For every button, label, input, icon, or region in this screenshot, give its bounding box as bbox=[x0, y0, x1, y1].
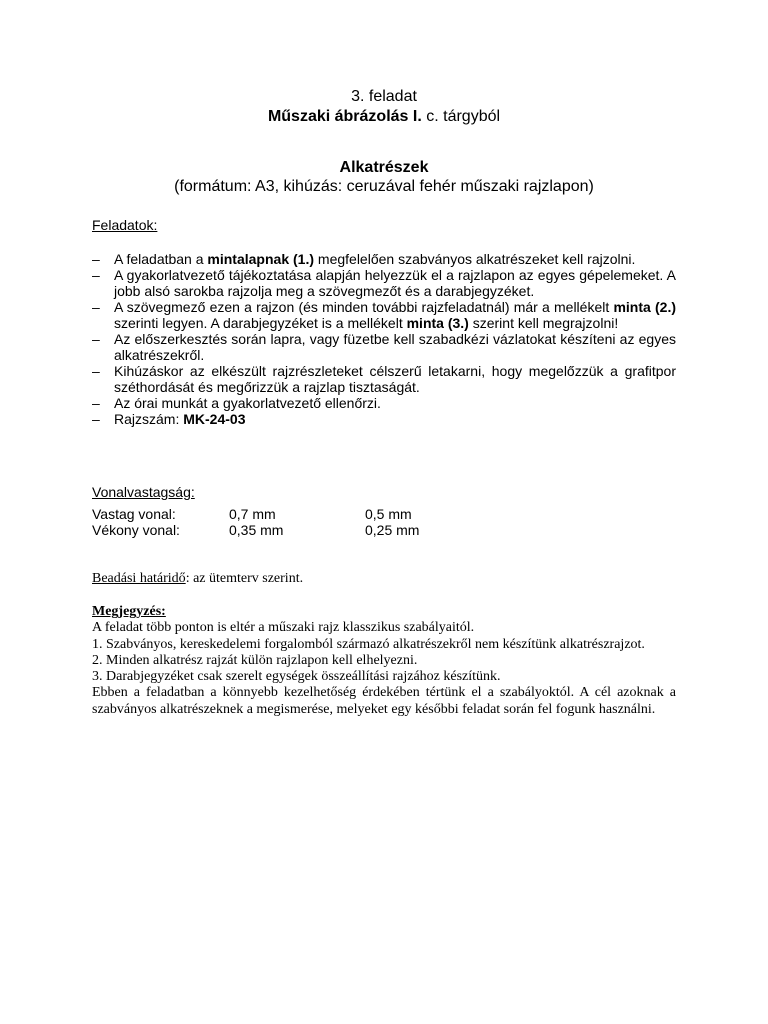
task-item bbox=[92, 267, 676, 299]
task-number bbox=[0, 87, 768, 107]
deadline-line bbox=[92, 571, 303, 587]
line-width-value: 0,5 mm bbox=[365, 506, 412, 522]
task-item bbox=[92, 251, 676, 267]
format-line bbox=[0, 177, 768, 197]
dash-bullet: – bbox=[92, 411, 100, 427]
task-item bbox=[92, 331, 676, 363]
note-block bbox=[92, 604, 676, 718]
task-item bbox=[92, 411, 676, 427]
task-text: Az órai munkát a gyakorlatvezető ellenőrzi. bbox=[114, 395, 381, 411]
note-paragraph: 2. Minden alkatrész rajzát külön rajzlapon kell elhelyezni. bbox=[92, 652, 418, 668]
note-paragraph: A feladat több ponton is eltér a műszaki rajz klasszikus szabályaitól. bbox=[92, 620, 475, 636]
deadline-text: : az ütemterv szerint. bbox=[185, 571, 304, 586]
task-text: szerinti legyen. A darabjegyzéket is a mellékelt bbox=[114, 315, 407, 331]
dash-bullet: – bbox=[92, 251, 100, 267]
subject-name: Műszaki ábrázolás I. bbox=[267, 108, 422, 125]
task-number-text: 3. feladat bbox=[351, 88, 417, 105]
line-width-label: Vékony vonal: bbox=[92, 522, 180, 538]
task-item bbox=[92, 363, 676, 395]
task-text: A feladatban a bbox=[114, 251, 208, 267]
line-width-value: 0,7 mm bbox=[229, 506, 276, 522]
line-width-label: Vastag vonal: bbox=[92, 506, 176, 522]
task-list bbox=[92, 251, 676, 427]
note-paragraph: 1. Szabványos, kereskedelemi forgalomból származó alkatrészekről nem készítünk alkatrészrajzot. bbox=[92, 636, 645, 652]
format-line-text: (formátum: A3, kihúzás: ceruzával fehér műszaki rajzlapon) bbox=[174, 178, 594, 195]
document-title-text: Alkatrészek bbox=[339, 159, 429, 176]
task-text: A gyakorlatvezető tájékoztatása alapján helyezzük el a rajzlapon az egyes gépelemeket. A jobb alsó sarokba rajzolja meg a szövegmezőt és a darabjegyzéket. bbox=[114, 267, 676, 299]
task-text: megfelelően szabványos alkatrészeket kell rajzolni. bbox=[314, 251, 636, 267]
drawing-number: MK-24-03 bbox=[183, 411, 246, 427]
note-title: Megjegyzés: bbox=[92, 604, 166, 619]
subject-line bbox=[0, 107, 768, 127]
dash-bullet: – bbox=[92, 267, 100, 283]
subject-suffix: c. tárgyból bbox=[421, 108, 501, 125]
task-text: Az előszerkesztés során lapra, vagy füzetbe kell szabadkézi vázlatokat készíteni az egyes alkatrészekről. bbox=[114, 331, 676, 363]
task-text: szerint kell megrajzolni! bbox=[468, 315, 619, 331]
task-bold-text: minta (3.) bbox=[406, 315, 469, 331]
dash-bullet: – bbox=[92, 331, 100, 347]
task-item bbox=[92, 395, 676, 411]
line-width-value: 0,35 mm bbox=[229, 522, 284, 538]
dash-bullet: – bbox=[92, 363, 100, 379]
deadline-label: Beadási határidő bbox=[92, 571, 186, 586]
document-title bbox=[0, 158, 768, 178]
tasks-heading: Feladatok: bbox=[92, 217, 158, 233]
task-text: A szövegmező ezen a rajzon (és minden további rajzfeladatnál) már a mellékelt bbox=[114, 299, 614, 315]
task-item bbox=[92, 299, 676, 331]
task-bold-text: mintalapnak (1.) bbox=[207, 251, 315, 267]
task-text: Kihúzáskor az elkészült rajzrészleteket célszerű letakarni, hogy megelőzzük a grafitpor széthordását és megőrizzük a rajzlap tisztaságát. bbox=[114, 363, 676, 395]
dash-bullet: – bbox=[92, 395, 100, 411]
note-paragraph: Ebben a feladatban a könnyebb kezelhetőség érdekében tértünk el a szabályoktól. A cél azoknak a szabványos alkatrészeknek a megismerése, melyeket egy későbbi feladat során fel fogunk használni. bbox=[92, 685, 676, 717]
task-text: Rajzszám: bbox=[114, 411, 184, 427]
line-width-value: 0,25 mm bbox=[365, 522, 420, 538]
line-width-heading: Vonalvastagság: bbox=[92, 484, 195, 500]
dash-bullet: – bbox=[92, 299, 100, 315]
note-paragraph: 3. Darabjegyzéket csak szerelt egységek összeállítási rajzához készítünk. bbox=[92, 669, 501, 685]
task-bold-text: minta (2.) bbox=[613, 299, 676, 315]
